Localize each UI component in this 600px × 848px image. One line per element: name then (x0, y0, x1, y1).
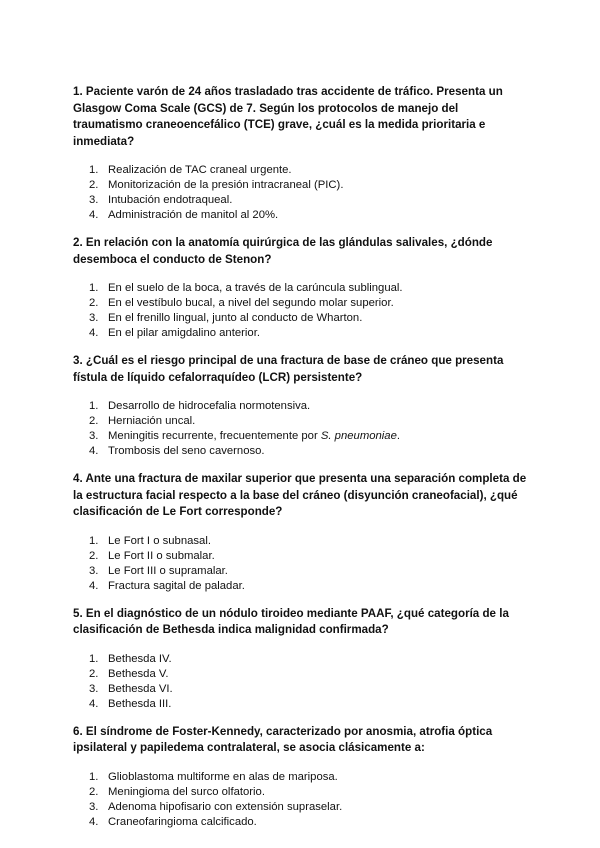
option-number: 3. (89, 312, 99, 324)
option-number: 2. (89, 179, 99, 191)
option-number: 4. (89, 697, 99, 710)
option-item (73, 178, 530, 193)
option-text: Fractura sagital de paladar. (108, 579, 245, 592)
question-6 (73, 724, 530, 830)
option-text-italic: S. pneumoniae (320, 430, 397, 442)
option-text: Herniación uncal. (108, 415, 196, 427)
option-item (73, 444, 530, 459)
option-item (73, 697, 530, 712)
option-item (73, 208, 530, 223)
option-text: Bethesda V. (108, 667, 169, 680)
option-number: 2. (89, 549, 99, 562)
option-text: Meningioma del surco olfatorio. (108, 785, 265, 798)
option-list (73, 534, 530, 594)
question-title: 2. En relación con la anatomía quirúrgica de las glándulas salivales, ¿dónde desemboca el conducto de Stenon? (73, 236, 493, 266)
option-text: Le Fort I o subnasal. (108, 534, 211, 547)
option-number: 2. (89, 415, 99, 427)
option-text: Le Fort II o submalar. (108, 549, 215, 562)
option-number: 1. (89, 770, 99, 783)
question-title: 3. ¿Cuál es el riesgo principal de una fractura de base de cráneo que presenta fístula de líquido cefalorraquídeo (LCR) persistente? (73, 354, 504, 384)
option-item (73, 549, 530, 564)
option-text: En el pilar amigdalino anterior. (108, 327, 260, 339)
question-title: 5. En el diagnóstico de un nódulo tiroideo mediante PAAF, ¿qué categoría de la clasificación de Bethesda indica malignidad confirmada? (73, 606, 509, 636)
option-number: 3. (89, 682, 99, 695)
option-number: 1. (89, 652, 99, 665)
question-5 (73, 606, 530, 712)
option-item (73, 326, 530, 341)
option-item (73, 667, 530, 682)
option-list (73, 770, 530, 830)
option-text: Desarrollo de hidrocefalia normotensiva. (108, 400, 311, 412)
option-number: 3. (89, 800, 99, 813)
option-number: 1. (89, 400, 99, 412)
option-text: En el frenillo lingual, junto al conducto de Wharton. (108, 312, 363, 324)
option-text: Intubación endotraqueal. (108, 194, 233, 206)
option-item (73, 770, 530, 785)
question-2 (73, 235, 530, 341)
option-number: 4. (89, 815, 99, 828)
option-text: Bethesda III. (108, 697, 172, 710)
option-number: 3. (89, 430, 99, 442)
option-list (73, 399, 530, 459)
option-text: En el suelo de la boca, a través de la carúncula sublingual. (108, 282, 403, 294)
option-text: En el vestíbulo bucal, a nivel del segundo molar superior. (108, 297, 394, 309)
option-item (73, 399, 530, 414)
option-item (73, 815, 530, 830)
option-item (73, 579, 530, 594)
option-text-main: Meningitis recurrente, frecuentemente por (108, 430, 321, 442)
option-list (73, 652, 530, 712)
option-item (73, 785, 530, 800)
option-number: 1. (89, 534, 99, 547)
option-item (73, 800, 530, 815)
option-list (73, 163, 530, 223)
option-number: 2. (89, 667, 99, 680)
question-1 (73, 84, 530, 223)
option-number: 2. (89, 785, 99, 798)
option-item (73, 534, 530, 549)
option-item (73, 193, 530, 208)
option-text: Trombosis del seno cavernoso. (108, 445, 265, 457)
option-item (73, 429, 530, 444)
option-item (73, 682, 530, 697)
option-text: Realización de TAC craneal urgente. (108, 164, 292, 176)
option-text: Adenoma hipofisario con extensión supraselar. (108, 800, 343, 813)
option-number: 1. (89, 282, 99, 294)
option-item (73, 311, 530, 326)
option-text: Bethesda IV. (108, 652, 172, 665)
option-item (73, 652, 530, 667)
option-text: Glioblastoma multiforme en alas de mariposa. (108, 770, 338, 783)
option-text (108, 429, 530, 444)
question-title: 1. Paciente varón de 24 años trasladado tras accidente de tráfico. Presenta un Glasgow Coma Scale (GCS) de 7. Según los protocolos de manejo del traumatismo craneoencefálico (TCE) grave, ¿cuál es la medida prioritaria e inmediata? (73, 85, 503, 148)
option-item (73, 564, 530, 579)
question-4 (73, 471, 530, 594)
option-number: 3. (89, 564, 99, 577)
option-number: 4. (89, 209, 99, 221)
question-3 (73, 353, 530, 459)
option-text: Administración de manitol al 20%. (108, 209, 279, 221)
option-number: 4. (89, 579, 99, 592)
option-item (73, 281, 530, 296)
option-text: Craneofaringioma calcificado. (108, 815, 257, 828)
option-item (73, 163, 530, 178)
option-text: Bethesda VI. (108, 682, 173, 695)
option-text-after: . (396, 430, 401, 442)
option-list (73, 281, 530, 341)
option-number: 1. (89, 164, 99, 176)
option-text: Monitorización de la presión intracraneal (PIC). (108, 179, 344, 191)
option-item (73, 414, 530, 429)
option-text: Le Fort III o supramalar. (108, 564, 228, 577)
question-title: 4. Ante una fractura de maxilar superior que presenta una separación completa de la estructura facial respecto a la base del cráneo (disyunción craneofacial), ¿qué clasificación de Le Fort corresponde? (73, 472, 527, 518)
question-title: 6. El síndrome de Foster-Kennedy, caracterizado por anosmia, atrofia óptica ipsilateral y papiledema contralateral, se asocia clásicamente a: (73, 724, 493, 754)
option-number: 2. (89, 297, 99, 309)
option-number: 4. (89, 445, 99, 457)
option-number: 4. (89, 327, 99, 339)
option-item (73, 296, 530, 311)
option-number: 3. (89, 194, 99, 206)
